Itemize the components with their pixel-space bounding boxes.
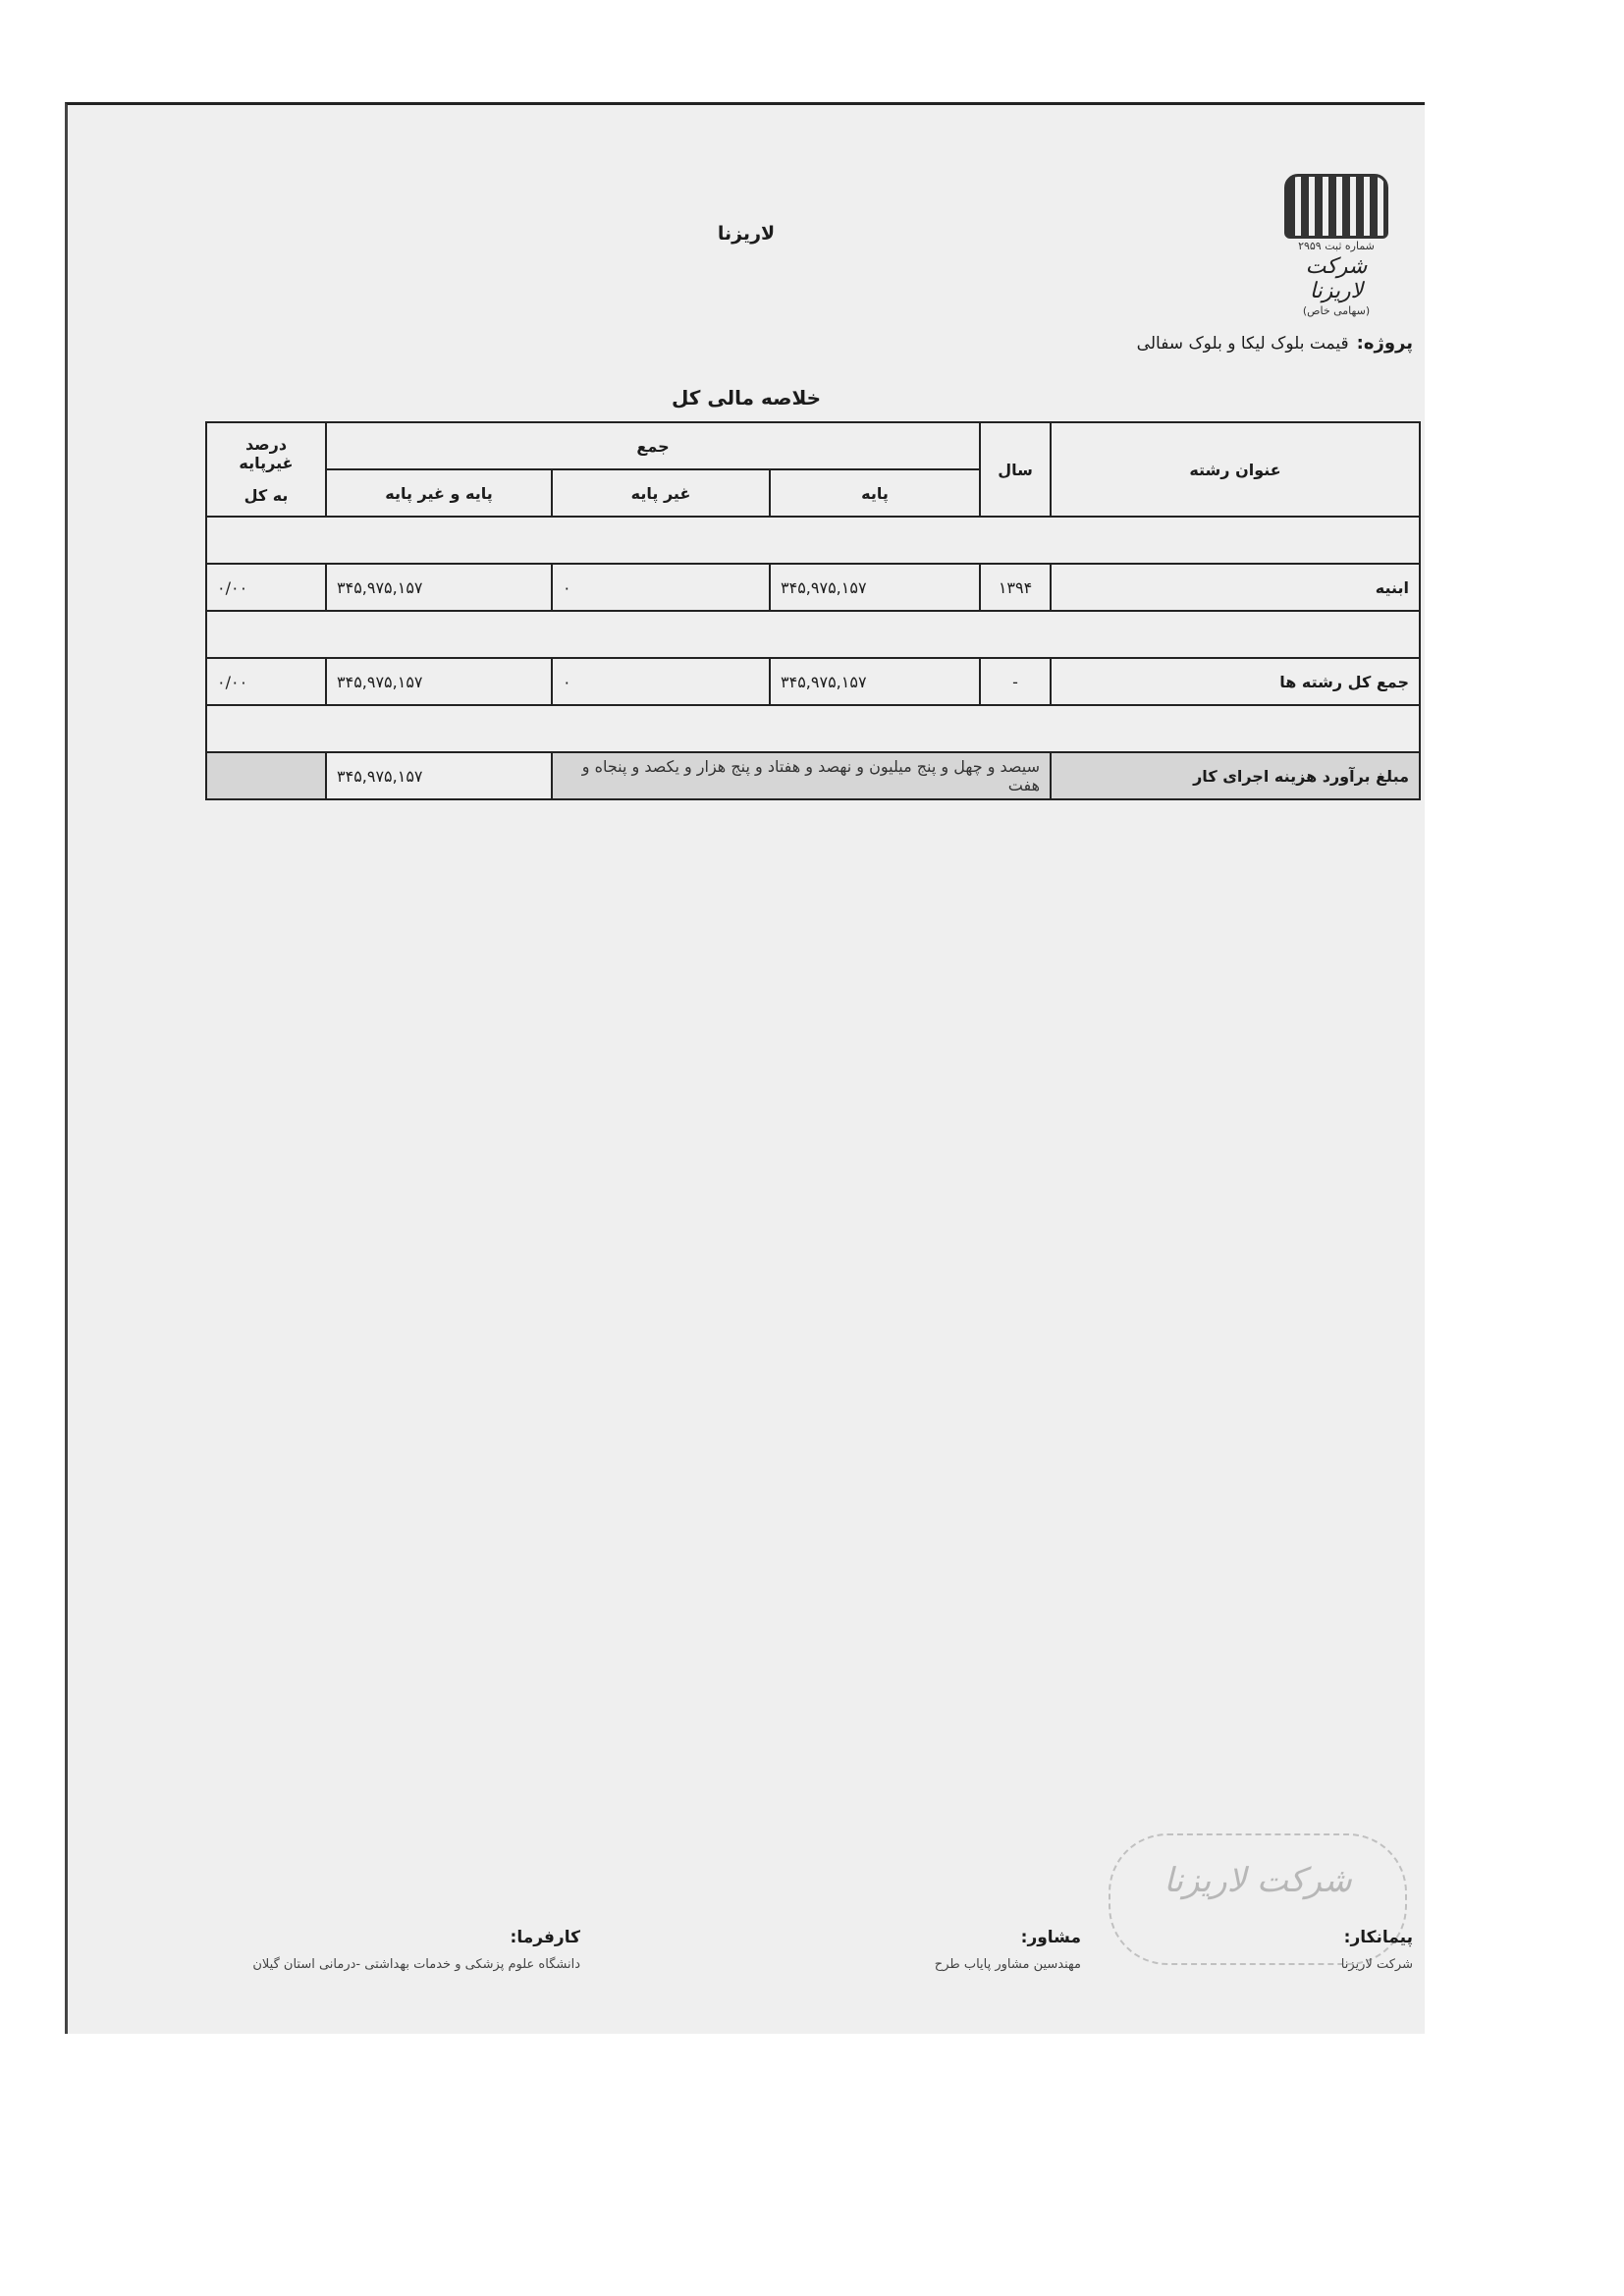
row-base: ۳۴۵,۹۷۵,۱۵۷ — [770, 564, 980, 611]
grand-total-year: - — [980, 658, 1051, 705]
estimate-row — [206, 752, 1420, 799]
grand-total-total: ۳۴۵,۹۷۵,۱۵۷ — [326, 658, 552, 705]
document-page — [65, 102, 1425, 2034]
logo-company-type: (سهامی خاص) — [1302, 304, 1371, 317]
row-non-base: ۰ — [552, 564, 770, 611]
consultant-role: مشاور: — [1020, 1928, 1081, 1947]
col-percent-header-line1: درصد غیرپایه — [239, 434, 294, 472]
logo-company-name: شرکت لاریزنا — [1305, 254, 1368, 303]
employer-name: دانشگاه علوم پزشکی و خدمات بهداشتی -درمانی استان گیلان — [252, 1957, 580, 1972]
table-spacer — [206, 517, 1420, 564]
summary-title: خلاصه مالی کل — [671, 386, 822, 410]
contractor-signature — [1177, 1928, 1413, 1972]
company-logo — [1277, 174, 1395, 341]
project-label: پروژه: — [1356, 333, 1413, 354]
col-total-group-header: جمع — [326, 422, 980, 469]
estimate-in-words: سیصد و چهل و پنج میلیون و نهصد و هفتاد و پنج هزار و یکصد و پنجاه و هفت — [552, 752, 1051, 799]
contractor-name: شرکت لاریزنا — [1340, 1957, 1413, 1972]
financial-summary-table — [205, 421, 1421, 800]
company-logo-icon — [1284, 174, 1388, 239]
logo-registration: شماره ثبت ۲۹۵۹ — [1298, 240, 1375, 252]
col-discipline-header: عنوان رشته — [1051, 422, 1420, 517]
consultant-name: مهندسین مشاور پایاب طرح — [934, 1957, 1081, 1972]
grand-total-non-base: ۰ — [552, 658, 770, 705]
grand-total-label: جمع کل رشته ها — [1051, 658, 1420, 705]
estimate-label: مبلغ برآورد هزینه اجرای کار — [1051, 752, 1420, 799]
row-year: ۱۳۹۴ — [980, 564, 1051, 611]
project-line — [1137, 333, 1413, 354]
project-value: قیمت بلوک لیکا و بلوک سفالی — [1136, 334, 1349, 354]
company-name: لاریزنا — [717, 223, 776, 245]
estimate-empty-cell — [206, 752, 326, 799]
grand-total-base: ۳۴۵,۹۷۵,۱۵۷ — [770, 658, 980, 705]
consultant-signature — [728, 1928, 1081, 1972]
col-base-and-non-base-header: پایه و غیر پایه — [326, 469, 552, 517]
col-percent-header — [206, 422, 326, 517]
stamp-text: شرکت لاریزنا — [1164, 1861, 1352, 1900]
col-non-base-header: غیر پایه — [552, 469, 770, 517]
col-base-header: پایه — [770, 469, 980, 517]
table-spacer — [206, 705, 1420, 752]
grand-total-percent: ۰/۰۰ — [206, 658, 326, 705]
contractor-role: پیمانکار: — [1343, 1928, 1413, 1947]
estimate-amount: ۳۴۵,۹۷۵,۱۵۷ — [326, 752, 552, 799]
col-percent-header-line2: به کل — [244, 485, 289, 505]
table-header-row — [206, 422, 1420, 469]
col-year-header: سال — [980, 422, 1051, 517]
employer-signature — [119, 1928, 580, 1972]
table-row — [206, 564, 1420, 611]
grand-total-row — [206, 658, 1420, 705]
table-spacer — [206, 611, 1420, 658]
row-discipline: ابنیه — [1051, 564, 1420, 611]
employer-role: کارفرما: — [510, 1928, 580, 1947]
row-total: ۳۴۵,۹۷۵,۱۵۷ — [326, 564, 552, 611]
row-percent: ۰/۰۰ — [206, 564, 326, 611]
